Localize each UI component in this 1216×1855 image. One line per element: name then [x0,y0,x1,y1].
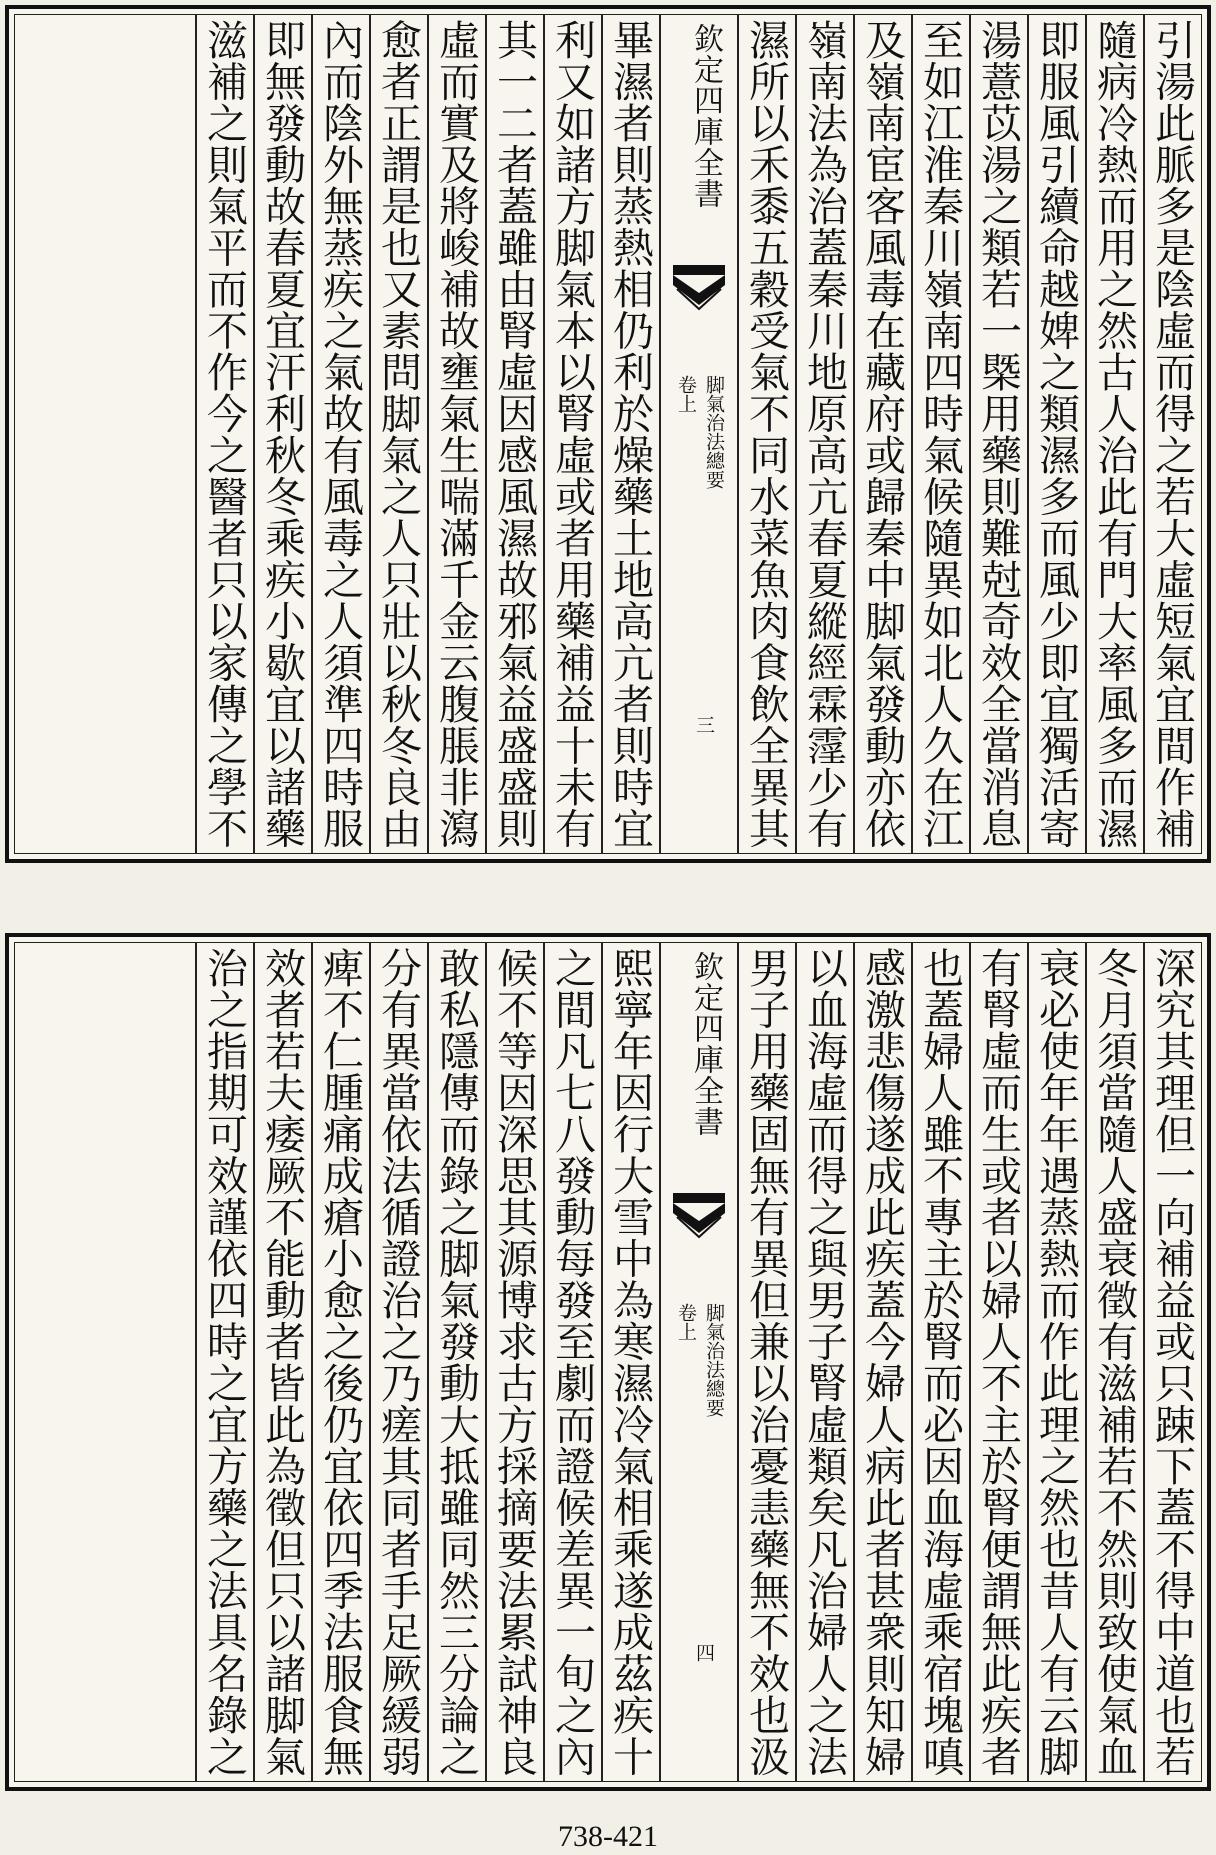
series-title: 欽定四庫全書 [688,951,723,1137]
text-column: 至如江淮秦川嶺南四時氣候隨異如北人久在江 [911,15,969,853]
text-column: 愈者正謂是也又素問脚氣之人只壯以秋冬良由 [369,15,427,853]
center-fold [659,943,737,1781]
book-title: 脚氣治法總要 [703,1303,725,1417]
text-column: 畢濕者則蒸熱相仍利於燥藥土地高亢者則時宜 [601,15,659,853]
folio-number: 三 [693,715,715,734]
text-column: 深究其理但一向補益或只踈下蓋不得中道也若 [1143,943,1201,1781]
chapter-label: 卷上 [675,1303,697,1341]
text-column: 嶺南法為治蓋秦川地原高亢春夏縱經霖霪少有 [795,15,853,853]
center-fold [659,15,737,853]
text-column: 其一二者蓋雖由腎虛因感風濕故邪氣益盛盛則 [485,15,543,853]
top-page [5,5,1211,863]
text-column: 之間凡七八發動每發至劇而證候差異一旬之內 [543,943,601,1781]
fish-tail-mark-icon [671,265,727,325]
text-column: 以血海虛而得之與男子腎虛類矣凡治婦人之法 [795,943,853,1781]
series-title: 欽定四庫全書 [688,23,723,209]
text-column: 即無發動故春夏宜汗利秋冬乘疾小歇宜以諸藥 [253,15,311,853]
text-column: 效者若夫痿厥不能動者皆此為徵但只以諸脚氣 [253,943,311,1781]
text-column: 冬月須當隨人盛衰徵有滋補若不然則致使氣血 [1085,943,1143,1781]
text-column: 內而陰外無蒸疾之氣故有風毒之人須準四時服 [311,15,369,853]
text-column: 滋補之則氣平而不作今之醫者只以家傳之學不 [195,15,253,853]
top-page-frame [14,14,1202,854]
text-column: 濕所以禾黍五穀受氣不同水菜魚肉食飲全異其 [737,15,795,853]
text-column: 即服風引續命越婢之類濕多而風少即宜獨活寄 [1027,15,1085,853]
fish-tail-mark-icon [671,1193,727,1253]
chapter-label: 卷上 [675,375,697,413]
top-page-columns [15,15,1201,853]
text-column: 男子用藥固無有異但兼以治憂恚藥無不效也汲 [737,943,795,1781]
text-column: 也蓋婦人雖不專主於腎而必因血海虛乘宿塊嗔 [911,943,969,1781]
text-column: 痺不仁腫痛成瘡小愈之後仍宜依四季法服食無 [311,943,369,1781]
text-column: 候不等因深思其源博求古方採摘要法累試神良 [485,943,543,1781]
text-column: 引湯此脈多是陰虛而得之若大虛短氣宜間作補 [1143,15,1201,853]
text-column: 及嶺南宦客風毒在藏府或歸秦中脚氣發動亦依 [853,15,911,853]
text-column: 利又如諸方脚氣本以腎虛或者用藥補益十未有 [543,15,601,853]
text-column: 分有異當依法循證治之乃瘥其同者手足厥緩弱 [369,943,427,1781]
bottom-page-columns [15,943,1201,1781]
page-footer-number: 738-421 [558,1820,658,1853]
bottom-page [5,933,1211,1791]
bottom-page-frame [14,942,1202,1782]
book-title: 脚氣治法總要 [703,375,725,489]
text-column: 隨病冷熱而用之然古人治此有門大率風多而濕 [1085,15,1143,853]
text-column: 虛而實及將峻補故壅氣生喘滿千金云腹脹非瀉 [427,15,485,853]
text-column: 敢私隱傳而錄之脚氣發動大抵雖同然三分論之 [427,943,485,1781]
text-column: 有腎虛而生或者以婦人不主於腎便謂無此疾者 [969,943,1027,1781]
text-column: 湯薏苡湯之類若一槩用藥則難尅奇效全當消息 [969,15,1027,853]
text-column: 衰必使年年遇蒸熱而作此理之然也昔人有云脚 [1027,943,1085,1781]
text-column: 治之指期可效謹依四時之宜方藥之法具名錄之 [195,943,253,1781]
text-column: 感激悲傷遂成此疾蓋今婦人病此者甚衆則知婦 [853,943,911,1781]
text-column: 熙寧年因行大雪中為寒濕冷氣相乘遂成茲疾十 [601,943,659,1781]
folio-number: 四 [693,1643,715,1662]
